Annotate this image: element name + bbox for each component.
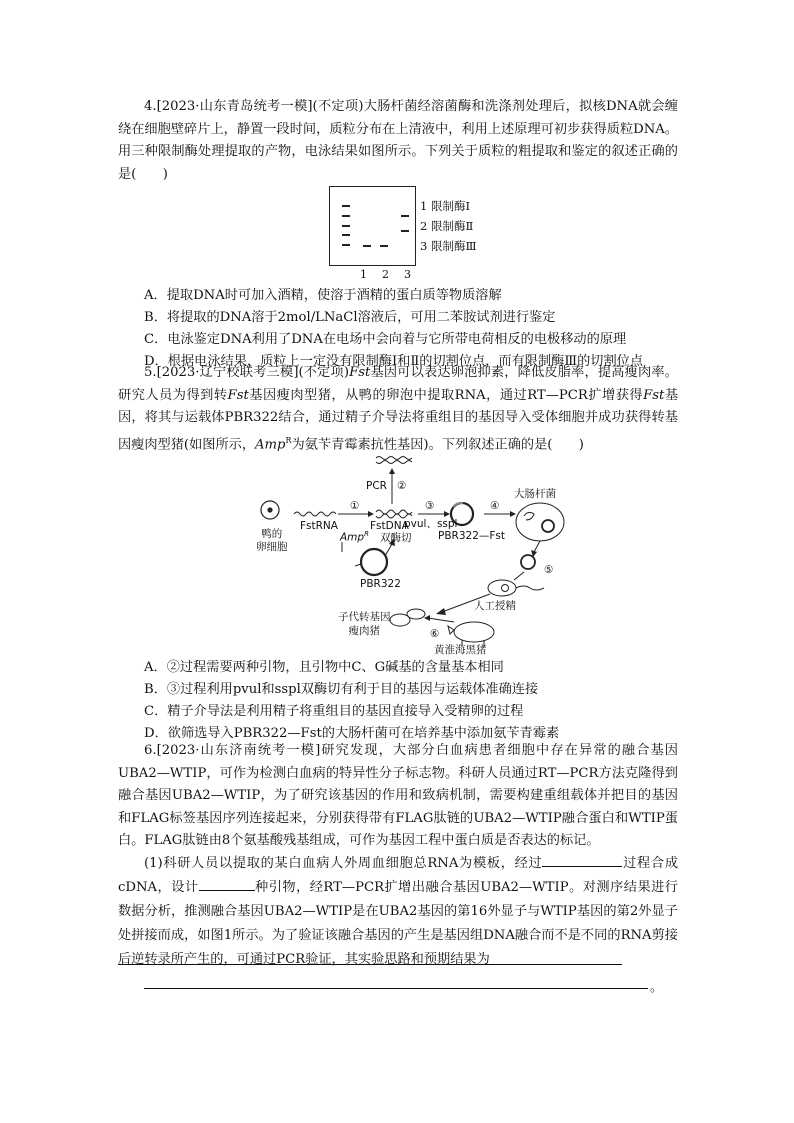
answer-blank[interactable]: [542, 852, 622, 867]
step-6-label: ⑥: [430, 628, 440, 640]
q5-option-a: A．②过程需要两种引物，且引物中C、G碱基的含量基本相同: [144, 660, 504, 675]
q5-stem: 5.[2023·辽宁校联考三模](不定项)Fst基因可以表达卵泡抑素，降低皮脂率，提高瘦肉率。研究人员为得到转Fst基因瘦肉型猪，从鸭的卵泡中提取RNA，通过RT—PCR扩增获得Fst基因，将其与运载体PBR322结合，通过精子介导法将重组目的基因导入受体细胞并成功获得转基因瘦肉型猪(如图所示，Amp$^R$为氨苄青霉素抗性基因)。下列叙述正确的是( ): [118, 365, 679, 452]
gel-electrophoresis-figure: [329, 186, 416, 266]
q6-part1: (1)科研人员以提取的某白血病人外周血细胞总RNA为模板，经过 过程合成cDNA，设计 种引物，经RT—PCR扩增出融合基因UBA2—WTIP。对测序结果进行数据分析，推测融合基因UBA2—WTIP是在UBA2基因的第16外显子与WTIP基因的第2外显子处拼接而成，如图1所示。为了验证该融合基因的产生是基因组DNA融合而不是不同的RNA剪接后逆转录所产生的，可通过PCR验证，其实验思路和预期结果为: [118, 852, 678, 972]
q4-option-a: A．提取DNA时可加入酒精，使溶于酒精的蛋白质等物质溶解: [144, 288, 502, 303]
gel-legend-item: 3 限制酶Ⅲ: [420, 239, 477, 253]
gel-band: [342, 215, 350, 217]
recombinant-plasmid-label: PBR322—Fst: [438, 530, 505, 542]
lane-label: 1: [360, 268, 367, 281]
pcr-label: PCR: [366, 480, 387, 492]
gel-band: [363, 245, 371, 247]
q4-stem: 4.[2023·山东青岛统考一模](不定项)大肠杆菌经溶菌酶和洗涤剂处理后，拟核DNA就会缠绕在细胞壁碎片上，静置一段时间，质粒分布在上清液中，利用上述原理可初步获得质粒DNA。用三种限制酶处理提取的产物，电泳结果如图所示。下列关于质粒的粗提取和鉴定的叙述正确的是( ): [118, 99, 678, 182]
fstdna-label: FstDNA: [370, 520, 409, 532]
q4-option-c: C．电泳鉴定DNA利用了DNA在电场中会向着与它所带电荷相反的电极移动的原理: [144, 332, 627, 347]
duck-egg-cell-label: 鸭的 卵细胞: [256, 528, 288, 553]
insemination-label: 人工授精: [474, 600, 516, 612]
gel-band: [401, 215, 409, 217]
answer-blank[interactable]: [199, 876, 255, 891]
gel-band: [342, 234, 350, 236]
q6-stem: 6.[2023·山东济南统考一模]研究发现，大部分白血病患者细胞中存在异常的融合基因UBA2—WTIP，可作为检测白血病的特异性分子标志物。科研人员通过RT—PCR方法克隆得到融合基因UBA2—WTIP，为了研究该基因的作用和致病机制，需要构建重组载体并把目的基因和FLAG标签基因序列连接起来，分别获得带有FLAG肽链的UBA2—WTIP融合蛋白和WTIP蛋白。FLAG肽链由8个氨基酸残基组成，可作为基因工程中蛋白质是否表达的标记。: [118, 743, 678, 848]
q5-option-d: D．欲筛选导入PBR322—Fst的大肠杆菌可在培养基中添加氨苄青霉素: [144, 726, 560, 741]
transgenic-pig-diagram: [252, 452, 632, 657]
answer-line[interactable]: [118, 964, 622, 965]
gel-legend-item: 1 限制酶Ⅰ: [420, 199, 471, 213]
pbr322-label: PBR322: [360, 578, 401, 590]
diagram-drawing: [252, 452, 632, 657]
step-4-label: ④: [490, 500, 500, 512]
offspring-pig-label: 子代转基因 瘦肉猪: [338, 611, 391, 637]
double-cut-label: 双酶切: [380, 532, 412, 544]
q5-option-b: B．③过程利用pvul和sspl双酶切有利于目的基因与运载体准确连接: [144, 682, 539, 697]
lane-label: 3: [404, 268, 411, 281]
end-mark: 。: [650, 980, 664, 995]
gel-band: [342, 244, 350, 246]
q5-option-c: C．精子介导法是利用精子将重组目的基因直接导入受精卵的过程: [144, 704, 524, 719]
lane-label: 2: [382, 268, 389, 281]
q4-option-d: D．根据电泳结果，质粒上一定没有限制酶Ⅰ和Ⅱ的切割位点，而有限制酶Ⅲ的切割位点: [144, 354, 644, 369]
gel-band: [342, 205, 350, 207]
gel-legend-item: 2 限制酶Ⅱ: [420, 219, 474, 233]
ampr-label: Amp$^R$: [340, 530, 369, 544]
q4-option-b: B．将提取的DNA溶于2mol/LNaCl溶液后，可用二苯胺试剂进行鉴定: [144, 310, 556, 325]
gel-band: [380, 245, 388, 247]
enzymes-label: pvul、sspl: [404, 518, 458, 530]
step-3-label: ③: [425, 500, 435, 512]
answer-line[interactable]: [144, 988, 648, 989]
step-1-label: ①: [350, 500, 360, 512]
ecoli-label: 大肠杆菌: [514, 488, 556, 500]
step-5-label: ⑤: [544, 564, 554, 576]
fstrna-label: FstRNA: [300, 520, 338, 532]
step-2-label: ②: [397, 480, 407, 492]
black-pig-label: 黄淮海黑猪: [434, 644, 487, 656]
gel-band: [342, 225, 350, 227]
gel-band: [401, 230, 409, 232]
